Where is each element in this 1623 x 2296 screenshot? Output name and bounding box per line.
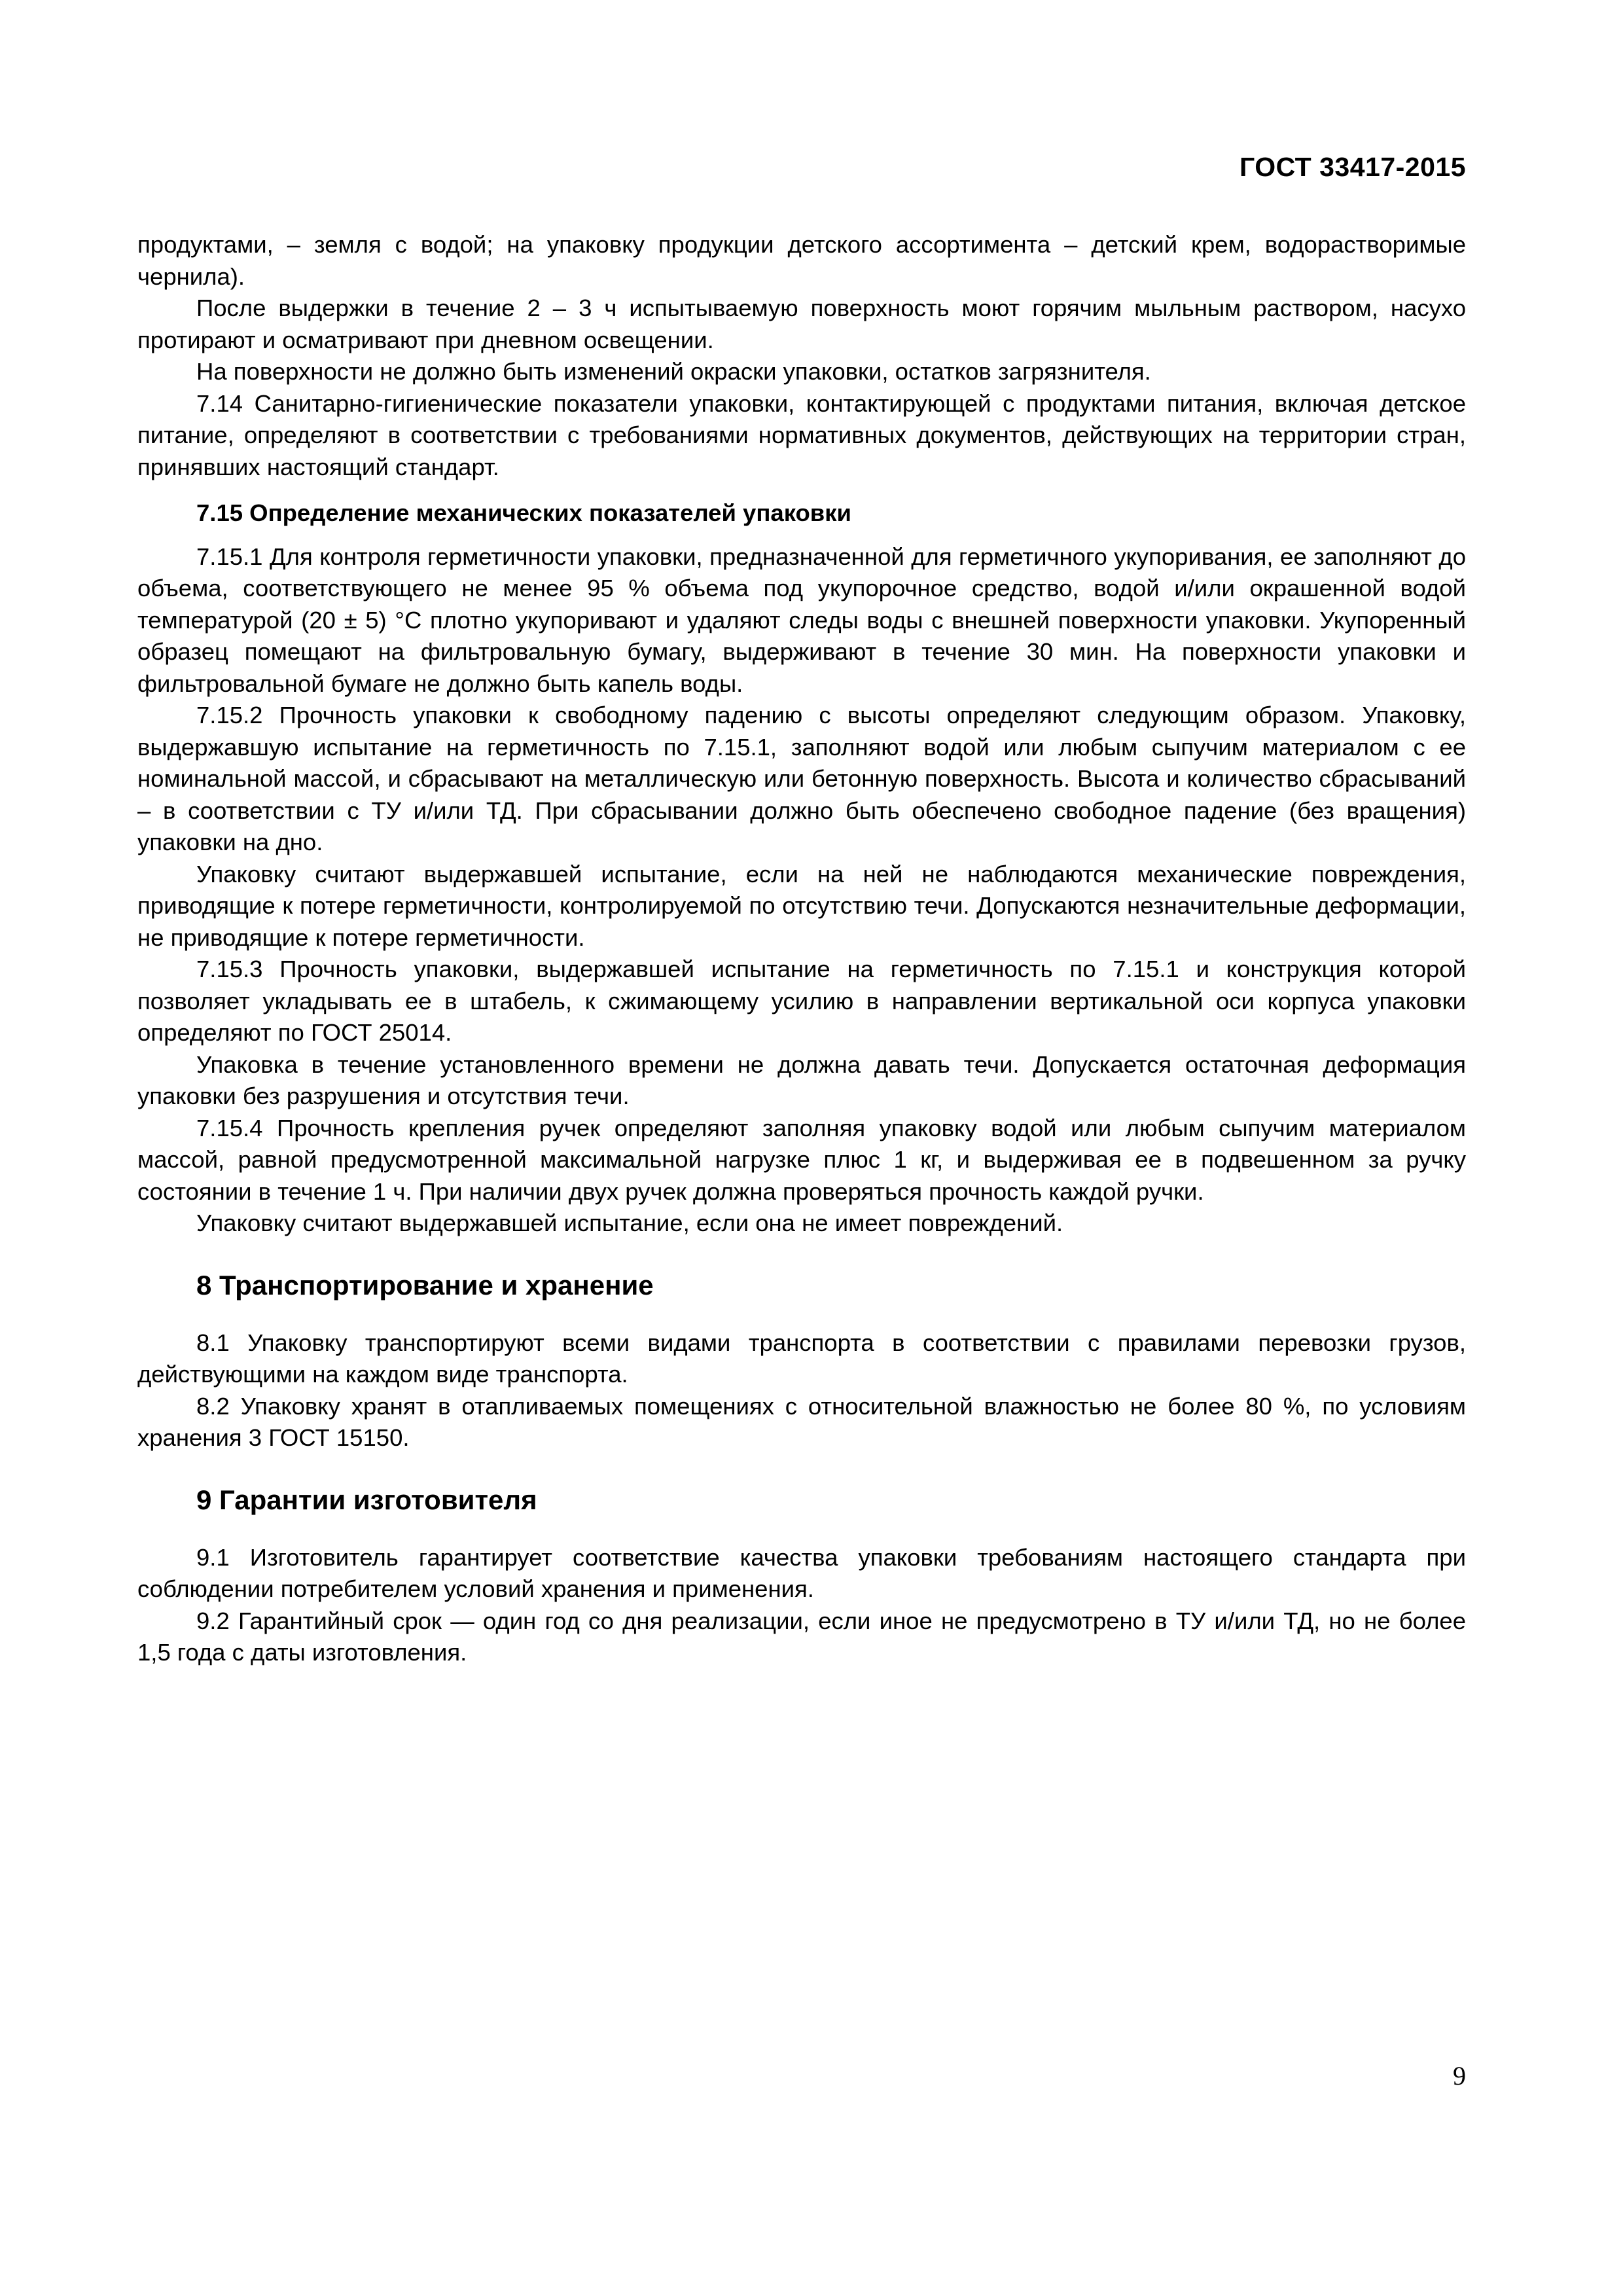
paragraph-7-15-4: 7.15.4 Прочность крепления ручек определяют заполняя упаковку водой или любым сыпучим материалом массой, равной предусмотренной максимальной нагрузке плюс 1 кг, и выдерживая ее в подвешенном за ручку состоянии в течение 1 ч. При наличии двух ручек должна проверяться прочность каждой ручки. [137,1114,1466,1205]
document-code-header: ГОСТ 33417-2015 [1240,152,1466,182]
paragraph-7-15-2: 7.15.2 Прочность упаковки к свободному падению с высоты определяют следующим образом. Упаковку, выдержавшую испытание на герметичность по 7.15.1, заполняют водой или любым сыпучим материалом с ее номинальной массой, и сбрасывают на металлическую или бетонную поверхность. Высота и количество сбрасываний – в соответствии с ТУ и/или ТД. При сбрасывании должно быть обеспечено свободное падение (без вращения) упаковки на дно. [137,702,1466,855]
paragraph-surface-requirement: На поверхности не должно быть изменений окраски упаковки, остатков загрязнителя. [196,358,1151,385]
paragraph-8-1: 8.1 Упаковку транспортируют всеми видами транспорта в соответствии с правилами перевозки грузов, действующими на каждом виде транспорта. [137,1329,1466,1388]
page-number: 9 [1453,2061,1466,2090]
paragraph-7-15-1: 7.15.1 Для контроля герметичности упаковки, предназначенной для герметичного укупоривания, ее заполняют до объема, соответствующего не менее 95 % объема под укупорочное средство, водой и/или окрашенной водой температурой (20 ± 5) °С плотно укупоривают и удаляют следы воды с внешней поверхности упаковки. Укупоренный образец помещают на фильтровальную бумагу, выдерживают в течение 30 мин. На поверхности упаковки и фильтровальной бумаге не должно быть капель воды. [137,543,1466,697]
paragraph-7-14: 7.14 Санитарно-гигиенические показатели упаковки, контактирующей с продуктами питания, включая детское питание, определяют в соответствии с требованиями нормативных документов, действующих на территории стран, принявших настоящий стандарт. [137,389,1466,480]
paragraph-passed-test-1: Упаковку считают выдержавшей испытание, если на ней не наблюдаются механические повреждения, приводящие к потере герметичности, контролируемой по отсутствию течи. Допускаются незначительные деформации, не приводящие к потере герметичности. [137,860,1466,951]
paragraph-7-15-3: 7.15.3 Прочность упаковки, выдержавшей испытание на герметичность по 7.15.1 и конструкция которой позволяет укладывать ее в штабель, к сжимающему усилию в направлении вертикальной оси корпуса упаковки определяют по ГОСТ 25014. [137,956,1466,1046]
paragraph-continuation: продуктами, – земля с водой; на упаковку продукции детского ассортимента – детский крем, водорастворимые чернила). [137,231,1466,290]
subsection-heading-7-15: 7.15 Определение механических показателей упаковки [196,499,851,526]
paragraph-passed-test-2: Упаковку считают выдержавшей испытание, если она не имеет повреждений. [196,1210,1063,1236]
section-heading-9: 9 Гарантии изготовителя [196,1484,537,1515]
paragraph-no-leak: Упаковка в течение установленного времени не должна давать течи. Допускается остаточная деформация упаковки без разрушения и отсутствия течи. [137,1050,1466,1109]
paragraph-after-exposure: После выдержки в течение 2 – 3 ч испытываемую поверхность моют горячим мыльным раствором, насухо протирают и осматривают при дневном освещении. [137,295,1466,353]
paragraph-8-2: 8.2 Упаковку хранят в отапливаемых помещениях с относительной влажностью не более 80 %, по условиям хранения 3 ГОСТ 15150. [137,1392,1466,1451]
paragraph-9-1: 9.1 Изготовитель гарантирует соответствие качества упаковки требованиям настоящего стандарта при соблюдении потребителем условий хранения и применения. [137,1543,1466,1602]
paragraph-9-2: 9.2 Гарантийный срок — один год со дня реализации, если иное не предусмотрено в ТУ и/или ТД, но не более 1,5 года с даты изготовления. [137,1607,1466,1666]
section-heading-8: 8 Транспортирование и хранение [196,1269,654,1300]
document-body [137,229,1466,1669]
